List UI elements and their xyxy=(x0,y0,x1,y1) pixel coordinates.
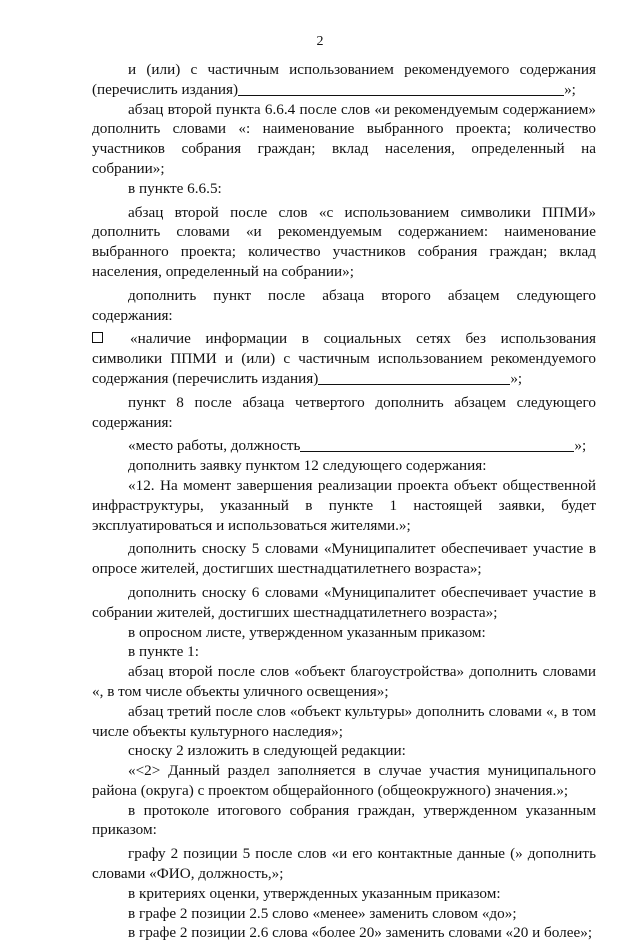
checkbox-icon xyxy=(92,332,103,343)
paragraph-8 xyxy=(92,436,596,456)
paragraph-16: абзац третий после слов «объект культуры» дополнить словами «, в том числе объекты культурного наследия»; xyxy=(92,702,596,740)
document-body xyxy=(92,60,596,943)
fill-in-blank xyxy=(318,371,510,385)
paragraph-3: в пункте 6.6.5: xyxy=(128,179,222,197)
paragraph-2: абзац второй пункта 6.6.4 после слов «и рекомендуемым содержанием» дополнить словами «: наименование выбранного проекта; количество участников собрания граждан; вклад населения, определенный на собрании»; xyxy=(92,100,596,177)
paragraph-23: в графе 2 позиции 2.6 слова «более 20» заменить словами «20 и более»; xyxy=(128,924,593,942)
paragraph-1 xyxy=(92,60,596,100)
paragraph-text: и (или) с частичным использованием рекомендуемого содержания (перечислить издания) xyxy=(92,61,596,98)
fill-in-blank xyxy=(238,82,564,96)
paragraph-22: в графе 2 позиции 2.5 слово «менее» заменить словом «до»; xyxy=(128,904,517,922)
paragraph-6 xyxy=(92,329,596,388)
paragraph-10: «12. На момент завершения реализации проекта объект общественной инфраструктуры, указанный в пункте 1 настоящей заявки, будет эксплуатироваться и использоваться жителями.»; xyxy=(92,476,596,534)
paragraph-13: в опросном листе, утвержденном указанным приказом: xyxy=(128,623,486,641)
paragraph-21: в критериях оценки, утвержденных указанным приказом: xyxy=(128,884,501,902)
paragraph-18: «<2> Данный раздел заполняется в случае участия муниципального района (округа) с проектом общерайонного (общеокружного) значения.»; xyxy=(92,762,596,799)
paragraph-7: пункт 8 после абзаца четвертого дополнить абзацем следующего содержания: xyxy=(92,393,596,431)
paragraph-14: в пункте 1: xyxy=(128,643,199,661)
paragraph-12: дополнить сноску 6 словами «Муниципалитет обеспечивает участие в собрании жителей, достигших шестнадцатилетнего возраста»; xyxy=(92,583,596,621)
paragraph-15: абзац второй после слов «объект благоустройства» дополнить словами «, в том числе объекты уличного освещения»; xyxy=(92,663,596,700)
paragraph-tail: »; xyxy=(574,437,587,455)
page-number: 2 xyxy=(316,34,324,49)
paragraph-11: дополнить сноску 5 словами «Муниципалитет обеспечивает участие в опросе жителей, достигших шестнадцатилетнего возраста»; xyxy=(92,540,596,578)
paragraph-4: абзац второй после слов «с использованием символики ППМИ» дополнить словами «и рекомендуемым содержанием: наименование выбранного проекта; количество участников собрания граждан; вклад населения, определенный на собрании»; xyxy=(92,203,596,280)
paragraph-text: «наличие информации в социальных сетях без использования символики ППМИ и (или) с частичным использованием рекомендуемого содержания (перечислить издания) xyxy=(92,330,596,387)
paragraph-5: дополнить пункт после абзаца второго абзацем следующего содержания: xyxy=(92,286,596,324)
fill-in-blank xyxy=(300,438,574,452)
paragraph-17: сноску 2 изложить в следующей редакции: xyxy=(128,742,406,760)
paragraph-9: дополнить заявку пунктом 12 следующего содержания: xyxy=(128,457,487,475)
paragraph-20: графу 2 позиции 5 после слов «и его контактные данные (» дополнить словами «ФИО, должность,»; xyxy=(92,845,596,883)
paragraph-19: в протоколе итогового собрания граждан, утвержденном указанным приказом: xyxy=(92,801,596,839)
paragraph-tail: »; xyxy=(564,80,576,98)
paragraph-tail: »; xyxy=(510,369,523,387)
paragraph-text: «место работы, должность xyxy=(128,437,301,455)
